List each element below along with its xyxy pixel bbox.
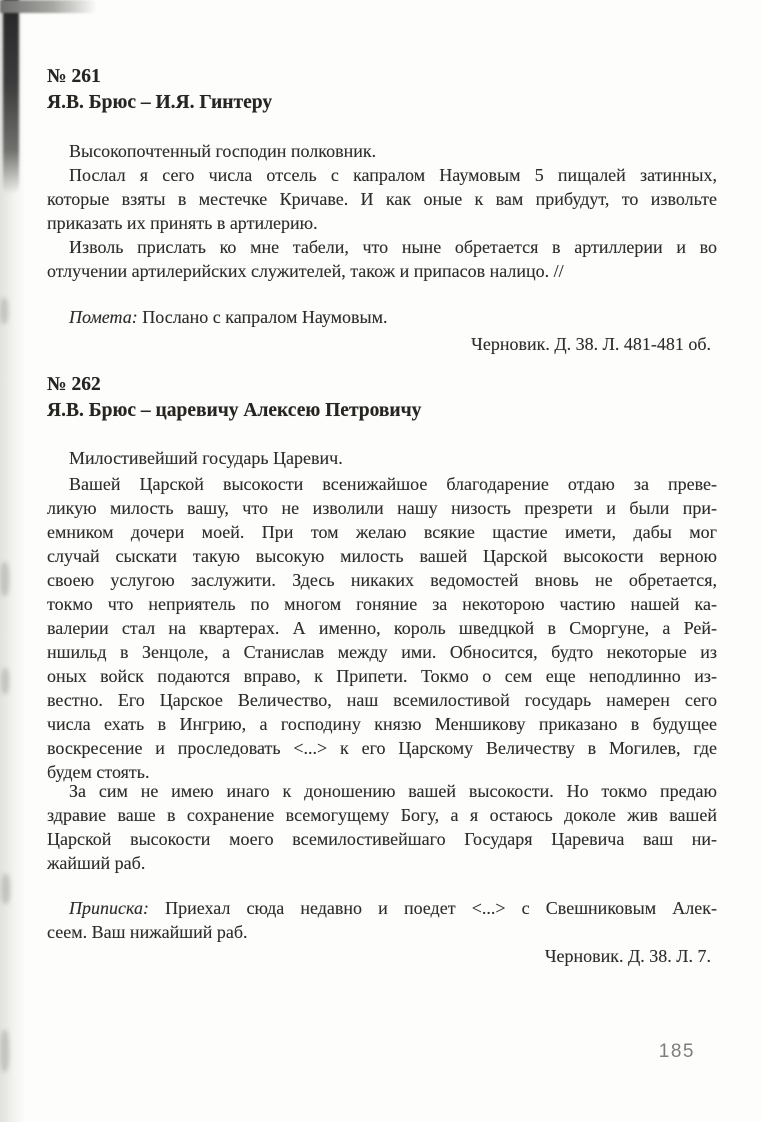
text-line: Вашей Царской высокости всенижайшое благодарение отдаю за преве- — [69, 474, 717, 494]
text-line: воскресение и проследовать <...> к его Царскому Величеству в Могилев, где — [47, 738, 717, 758]
letter-262-body — [47, 472, 717, 784]
scan-blotch — [0, 298, 8, 324]
text-line: ликую милость вашу, что не изволили нашу низость презрети и были при- — [47, 498, 717, 518]
scan-binding-mark — [3, 0, 19, 194]
postscript-text: Приехал сюда недавно и поедет <...> с Свешниковым Алек- — [148, 898, 717, 918]
postscript-label: Приписка: — [69, 898, 149, 918]
letter-262-header — [47, 372, 717, 424]
text-line: Высокопочтенный господин полковник. — [69, 141, 377, 161]
letter-261-heading: Я.В. Брюс – И.Я. Гинтеру — [47, 92, 273, 113]
text-line: За сим не имею инаго к доношению вашей высокости. Но токмо предаю — [69, 781, 717, 801]
postscript-line — [47, 896, 717, 920]
text-line: валерии стал на квартерах. А именно, король шведцкой в Сморгуне, а Рей- — [47, 618, 717, 638]
text-line: вестно. Его Царское Величество, наш всемилостивой государь намерен сего — [47, 690, 717, 710]
scan-top-edge-mark — [0, 0, 97, 13]
text-line: здравие ваше в сохранение всемогущему Богу, а я остаюсь доколе жив вашей — [47, 805, 717, 825]
text-line: приказать их принять в артилерию. — [47, 213, 318, 233]
text-line: Изволь прислать ко мне табели, что ныне обретается в артиллерии и во — [69, 237, 717, 257]
letter-262-number: № 262 — [47, 374, 101, 395]
text-line: ншильд в Зенцоле, а Станислав между ими. Обносится, будто некоторые из — [47, 642, 717, 662]
text-line: числа ехать в Ингрию, а господину князю Меншикову приказано в будущее — [47, 714, 717, 734]
scan-blotch — [1, 668, 9, 694]
scan-blotch — [1, 874, 10, 904]
text-line: сеем. Ваш нижайший раб. — [47, 922, 248, 942]
scan-blotch — [0, 1030, 9, 1072]
letter-262-archival — [47, 944, 717, 968]
text-line: своею услугою заслужити. Здесь никаких ведомостей вновь не обретается, — [47, 570, 717, 590]
text-line: которые взяты в местечке Кричаве. И как оные к вам прибудут, то извольте — [47, 189, 717, 209]
letter-262-heading: Я.В. Брюс – царевичу Алексею Петровичу — [47, 400, 422, 421]
text-line: случай сыскати такую высокую милость вашей Царской высокости верною — [47, 546, 717, 566]
text-line: жайший раб. — [47, 853, 146, 873]
pometa-line — [47, 305, 717, 329]
text-line: Послал я сего числа отсель с капралом Наумовым 5 пищалей затинных, — [69, 165, 717, 185]
archival-reference: Черновик. Д. 38. Л. 481-481 об. — [471, 334, 711, 354]
text-line: Милостивейший государь Царевич. — [69, 448, 343, 468]
text-line: токмо что неприятель по многом гоняние за некоторою частию нашей ка- — [47, 594, 717, 614]
text-line: будем стоять. — [47, 762, 150, 782]
letter-261-body — [47, 139, 717, 283]
text-line: оных войск подаются вправо, к Припети. Токмо о сем еще неподлинно из- — [47, 666, 717, 686]
letter-262-postscript — [47, 896, 717, 944]
text-line: емником дочери моей. При том желаю всякие щастие имети, дабы мог — [47, 522, 717, 542]
letter-262-salutation — [47, 446, 717, 470]
archival-reference: Черновик. Д. 38. Л. 7. — [544, 946, 711, 966]
letter-261-note — [47, 305, 717, 329]
scan-blotch — [0, 562, 9, 596]
page-number: 185 — [658, 1041, 695, 1062]
pometa-label: Помета: — [69, 307, 138, 327]
letter-261-header — [47, 64, 717, 116]
text-line: Царской высокости моего всемилостивейшаго Государя Царевича ваш ни- — [47, 829, 717, 849]
letter-261-number: № 261 — [47, 66, 101, 87]
text-line: отлучении артилерийских служителей, також и припасов налицо. // — [47, 261, 564, 281]
letter-261-archival — [47, 332, 717, 356]
pometa-text: Послано с капралом Наумовым. — [137, 307, 388, 327]
letter-262-closing — [47, 779, 717, 875]
